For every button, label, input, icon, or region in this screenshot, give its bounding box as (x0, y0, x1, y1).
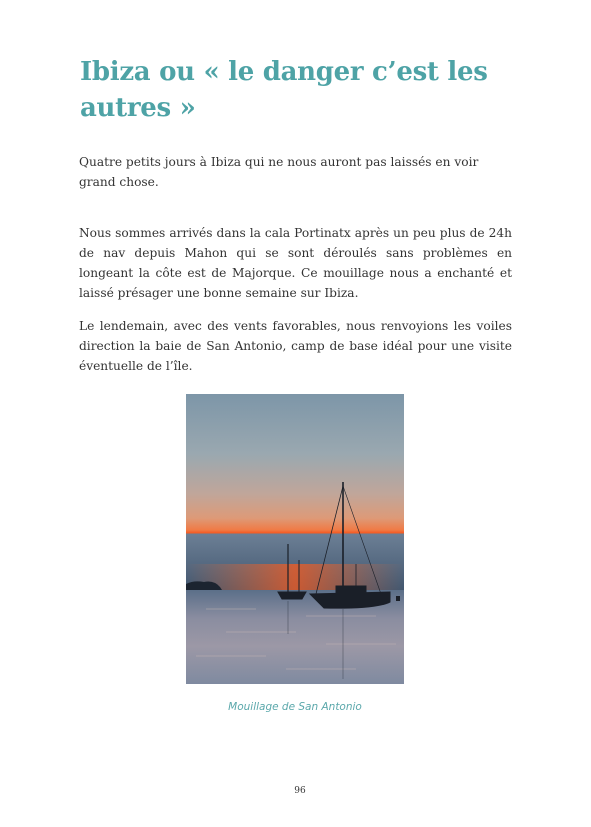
paragraph-intro: Quatre petits jours à Ibiza qui ne nous auront pas laissés en voir grand chose. (79, 155, 479, 189)
photo-caption: Mouillage de San Antonio (228, 701, 362, 713)
paragraph-next-day: Le lendemain, avec des vents favorables, nous renvoyions les voiles direction la baie de San Antonio, camp de base idéal pour une visite éventuelle de l’île. (79, 319, 512, 373)
sunset-sailboats-photo (186, 394, 404, 684)
page-number: 96 (294, 786, 306, 796)
page-title: Ibiza ou « le danger c’est les autres » (80, 57, 488, 123)
paragraph-arrival: Nous sommes arrivés dans la cala Portinatx après un peu plus de 24h de nav depuis Mahon qui se sont déroulés sans problèmes en longeant la côte est de Majorque. Ce mouillage nous a enchanté et laissé présager une bonne semaine sur Ibiza. (79, 226, 512, 300)
